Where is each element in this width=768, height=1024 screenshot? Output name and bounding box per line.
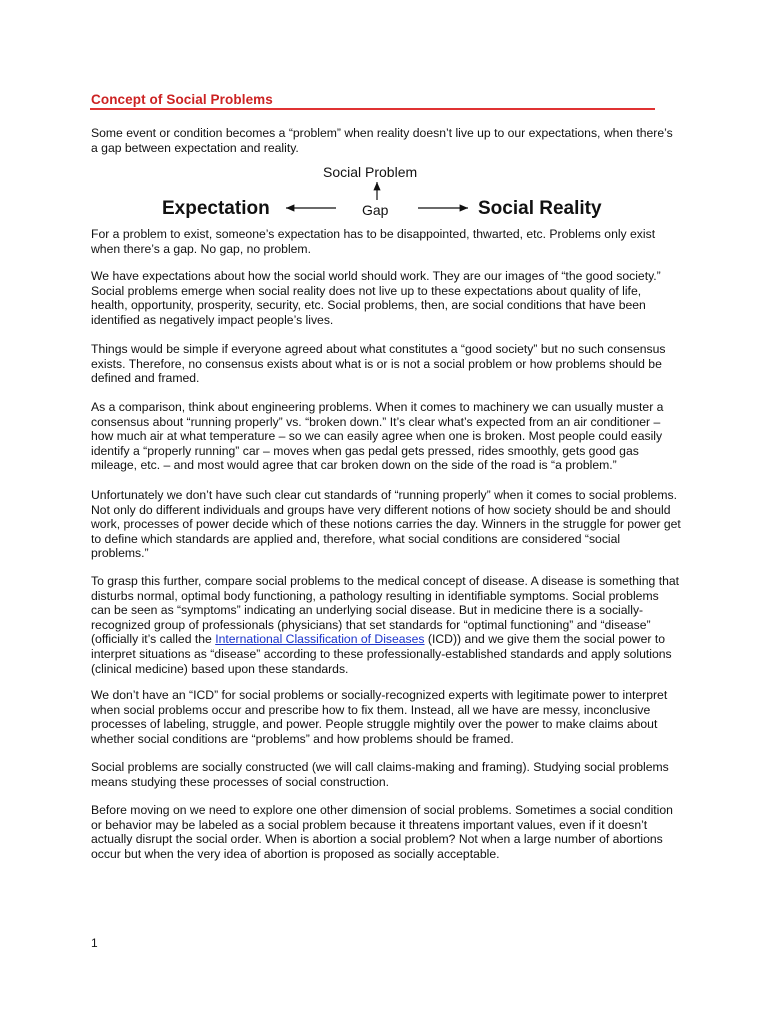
gap-diagram (150, 160, 630, 230)
paragraph-1: Some event or condition becomes a “problem” when reality doesn’t live up to our expectations, when there’s a gap between expectation and reality. (91, 126, 673, 155)
page-number: 1 (91, 936, 98, 950)
paragraph-8: We don’t have an “ICD” for social problems or socially-recognized experts with legitimate power to interpret when social problems occur and prescribe how to fix them. Instead, all we have are messy, inconclusive processes of labeling, struggle, and power. People struggle mightily over the power to make claims about whether social conditions are “problems” and how problems should be framed. (91, 688, 668, 746)
paragraph-4: Things would be simple if everyone agreed about what constitutes a “good society” but no such consensus exists. Therefore, no consensus exists about what is or is not a social problem or how problems should be defined and framed. (91, 342, 666, 386)
paragraph-5: As a comparison, think about engineering problems. When it comes to machinery we can usually muster a consensus about “running properly” vs. “broken down.” It’s clear what’s expected from an air conditioner – how much air at what temperature – so we can easily agree when one is broken. Most people could easily identify a “properly running” car – moves when gas pedal gets pressed, rides smoothly, gets good gas mileage, etc. – and most would agree that car broken down on the side of the road is “a problem.” (91, 400, 664, 473)
paragraph-7 (91, 574, 681, 676)
paragraph-7-text-after: (ICD)) and we give them the social power to interpret situations as “disease” according to these professionally-established standards and apply solutions (clinical medicine) based upon these standards. (91, 632, 672, 676)
diagram-label-expectation: Expectation (162, 198, 270, 219)
paragraph-3: We have expectations about how the social world should work. They are our images of “the good society.” Social problems emerge when social reality does not live up to these expectations about quality of life, health, opportunity, prosperity, security, etc. Social problems, then, are social conditions that have been identified as negatively impact people’s lives. (91, 269, 661, 327)
diagram-label-gap: Gap (362, 202, 389, 218)
paragraph-7-text-before: To grasp this further, compare social problems to the medical concept of disease. A disease is something that disturbs normal, optimal body functioning, a pathology resulting in identifiable symptoms. Social problems can be seen as “symptoms” indicating an underlying social disease. But in medicine there is a socially-recognized group of professionals (physicians) that set standards for “optimal functioning” and “disease” (officially it’s called the (91, 574, 680, 647)
diagram-label-social-reality: Social Reality (478, 198, 602, 219)
paragraph-2: For a problem to exist, someone’s expectation has to be disappointed, thwarted, etc. Problems only exist when there’s a gap. No gap, no problem. (91, 227, 656, 256)
icd-link[interactable]: International Classification of Diseases (215, 632, 425, 647)
title-underline (90, 108, 655, 110)
paragraph-6: Unfortunately we don’t have such clear cut standards of “running properly” when it comes to social problems. Not only do different individuals and groups have very different notions of how society should be and should work, processes of power decide which of these notions carries the day. Winners in the struggle for power get to define which standards are applied and, therefore, what social conditions are considered “social problems.” (91, 488, 681, 561)
paragraph-10: Before moving on we need to explore one other dimension of social problems. Sometimes a social condition or behavior may be labeled as a social problem because it threatens important values, even if it doesn’t actually disrupt the social order. When is abortion a social problem? Not when a large number of abortions occur but when the very idea of abortion is proposed as socially acceptable. (91, 803, 673, 861)
paragraph-9: Social problems are socially constructed (we will call claims-making and framing). Studying social problems means studying these processes of social construction. (91, 760, 669, 789)
diagram-label-social-problem: Social Problem (323, 164, 418, 180)
page-title: Concept of Social Problems (91, 92, 273, 107)
